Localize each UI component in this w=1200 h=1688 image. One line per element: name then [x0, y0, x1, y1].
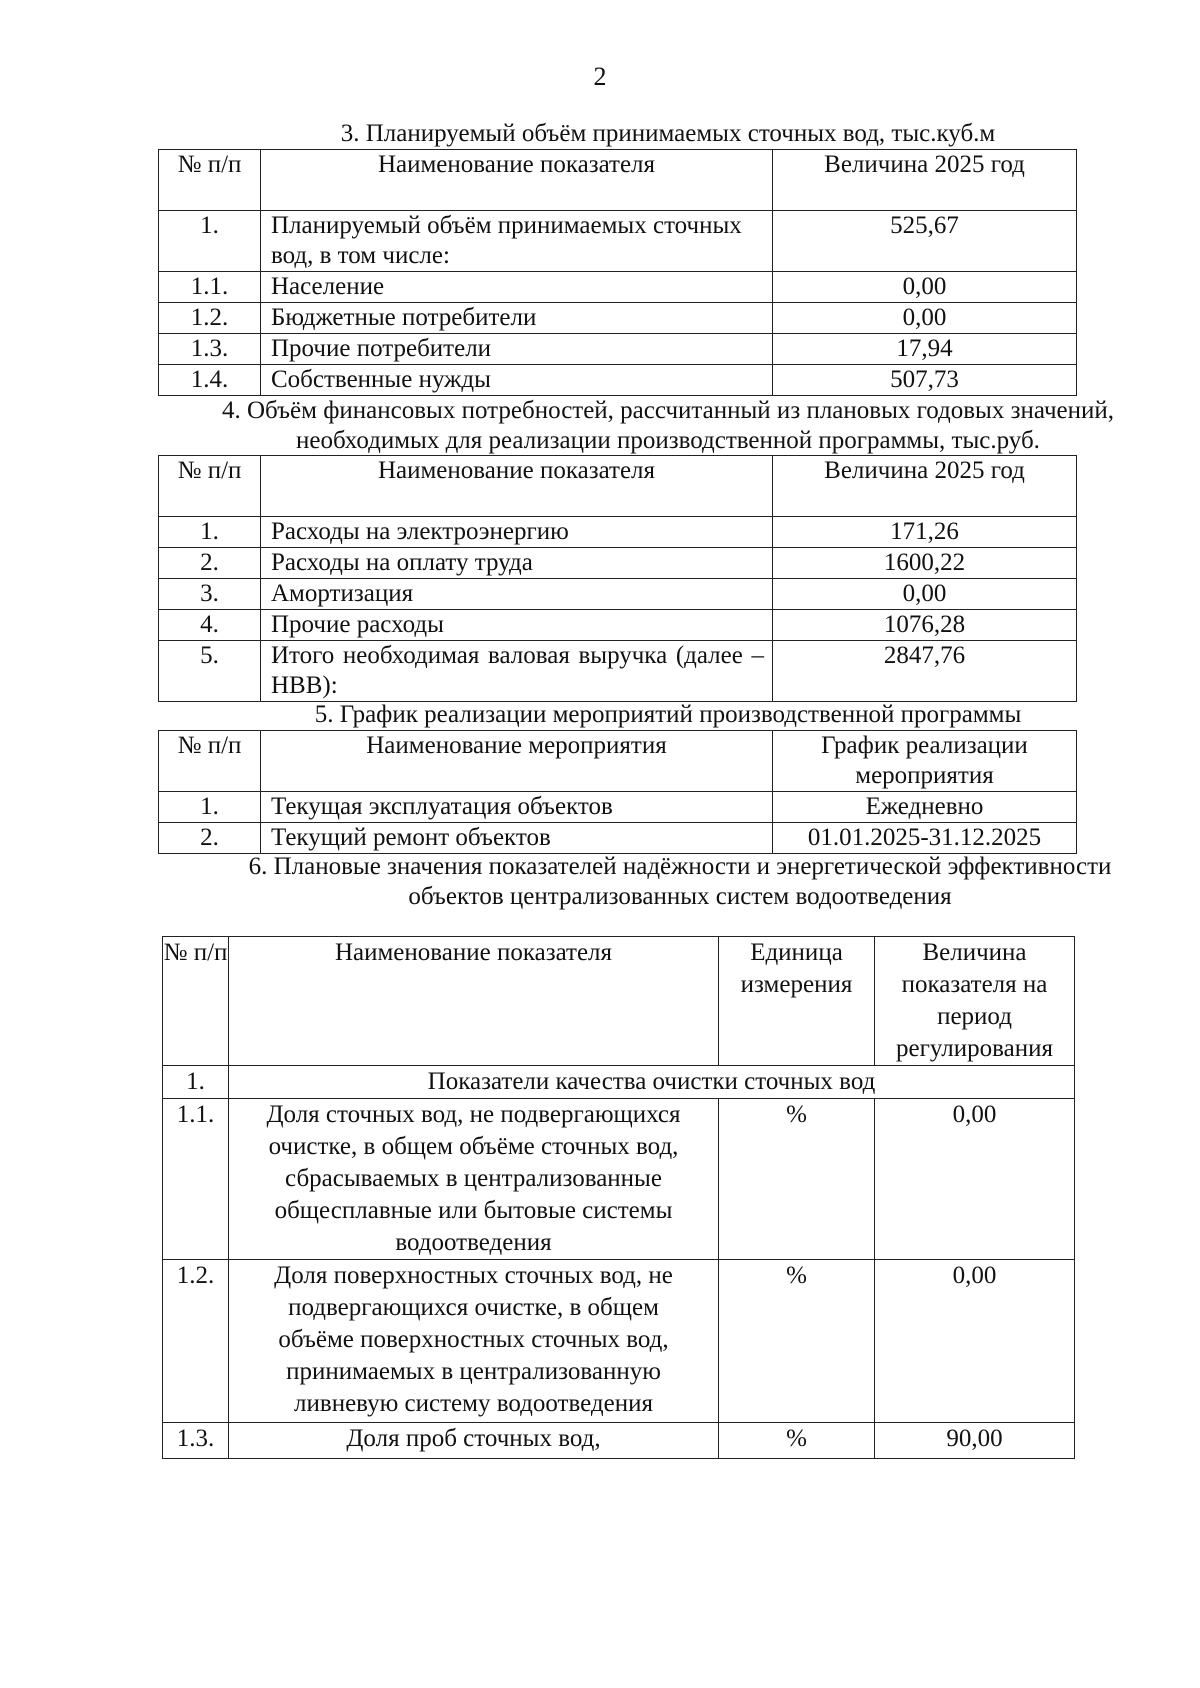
- section-4-title: 4. Объём финансовых потребностей, рассчитанный из плановых годовых значений, необходимых для реализации производственной программы, тыс.руб.: [221, 397, 1115, 454]
- row-name: Население: [261, 272, 773, 303]
- row-name: Бюджетные потребители: [261, 303, 773, 334]
- row-value: 1076,28: [773, 610, 1077, 641]
- table-row: [159, 303, 1077, 334]
- row-num: 1.1.: [163, 1099, 229, 1260]
- row-unit: %: [719, 1423, 875, 1459]
- section-6-title: 6. Плановые значения показателей надёжности и энергетической эффективности объектов централизованных систем водоотведения: [248, 853, 1112, 910]
- section-3-title: 3. Планируемый объём принимаемых сточных вод, тыс.куб.м: [340, 120, 996, 147]
- row-value: 171,26: [773, 517, 1077, 548]
- indicators-table: [162, 936, 1075, 1459]
- table-header-row: [159, 731, 1077, 792]
- header-name: Наименование показателя: [229, 937, 719, 1066]
- header-value: Величина показателя на период регулирования: [875, 937, 1075, 1066]
- row-value: Ежедневно: [773, 792, 1077, 823]
- row-value: 0,00: [875, 1099, 1075, 1260]
- table-row: [159, 334, 1077, 365]
- row-value: 01.01.2025-31.12.2025: [773, 823, 1077, 854]
- row-name: Собственные нужды: [261, 365, 773, 396]
- table-header-row: [159, 150, 1077, 211]
- table-row: [159, 365, 1077, 396]
- row-unit: %: [719, 1099, 875, 1260]
- row-value: 0,00: [773, 272, 1077, 303]
- row-name: Текущая эксплуатация объектов: [261, 792, 773, 823]
- table-row: [159, 272, 1077, 303]
- header-name: Наименование показателя: [261, 456, 773, 517]
- table-row: [163, 1260, 1075, 1423]
- header-unit: Единица измерения: [719, 937, 875, 1066]
- row-name: Расходы на электроэнергию: [261, 517, 773, 548]
- row-name: Прочие потребители: [261, 334, 773, 365]
- row-name: Доля проб сточных вод,: [229, 1423, 719, 1459]
- table-row: [163, 1099, 1075, 1260]
- row-value: 525,67: [773, 211, 1077, 272]
- row-value: 0,00: [875, 1260, 1075, 1423]
- row-num: 1.3.: [159, 334, 261, 365]
- header-name: Наименование мероприятия: [261, 731, 773, 792]
- row-num: 1.: [159, 517, 261, 548]
- header-value: Величина 2025 год: [773, 456, 1077, 517]
- table-row: [159, 579, 1077, 610]
- table-row: [159, 792, 1077, 823]
- row-num: 2.: [159, 548, 261, 579]
- table-row: [159, 517, 1077, 548]
- volume-table: [158, 149, 1077, 396]
- header-num: № п/п: [159, 150, 261, 211]
- row-name: Прочие расходы: [261, 610, 773, 641]
- row-value: 17,94: [773, 334, 1077, 365]
- table-row: [159, 211, 1077, 272]
- table-row: [159, 823, 1077, 854]
- row-num: 3.: [159, 579, 261, 610]
- header-num: № п/п: [159, 456, 261, 517]
- row-value: 0,00: [773, 303, 1077, 334]
- row-value: 0,00: [773, 579, 1077, 610]
- row-num: 1.1.: [159, 272, 261, 303]
- table-row: [159, 610, 1077, 641]
- header-num: № п/п: [159, 731, 261, 792]
- row-name: Итого необходимая валовая выручка (далее – НВВ):: [261, 641, 773, 702]
- row-num: 5.: [159, 641, 261, 702]
- row-name: Амортизация: [261, 579, 773, 610]
- row-num: 1.: [159, 792, 261, 823]
- header-value: График реализации мероприятия: [773, 731, 1077, 792]
- table-row: [159, 641, 1077, 702]
- header-value: Величина 2025 год: [773, 150, 1077, 211]
- row-num: 1.2.: [163, 1260, 229, 1423]
- row-num: 1.2.: [159, 303, 261, 334]
- row-num: 4.: [159, 610, 261, 641]
- row-value: 2847,76: [773, 641, 1077, 702]
- row-name: Текущий ремонт объектов: [261, 823, 773, 854]
- row-name: Расходы на оплату труда: [261, 548, 773, 579]
- page-number: 2: [593, 62, 607, 91]
- row-value: 507,73: [773, 365, 1077, 396]
- group-num: 1.: [163, 1066, 229, 1099]
- group-name: Показатели качества очистки сточных вод: [229, 1066, 1075, 1099]
- row-name: Планируемый объём принимаемых сточных вод, в том числе:: [261, 211, 773, 272]
- row-value: 90,00: [875, 1423, 1075, 1459]
- table-header-row: [159, 456, 1077, 517]
- table-row: [163, 1423, 1075, 1459]
- row-name: Доля поверхностных сточных вод, не подвергающихся очистке, в общем объёме поверхностных сточных вод, принимаемых в централизованную ливневую систему водоотведения: [229, 1260, 719, 1423]
- schedule-table: [158, 730, 1077, 854]
- row-value: 1600,22: [773, 548, 1077, 579]
- row-num: 1.4.: [159, 365, 261, 396]
- row-num: 1.: [159, 211, 261, 272]
- group-row: [163, 1066, 1075, 1099]
- table-header-row: [163, 937, 1075, 1066]
- row-name: Доля сточных вод, не подвергающихся очистке, в общем объёме сточных вод, сбрасываемых в централизованные общесплавные или бытовые системы водоотведения: [229, 1099, 719, 1260]
- section-5-title: 5. График реализации мероприятий производственной программы: [314, 701, 1022, 728]
- row-num: 1.3.: [163, 1423, 229, 1459]
- header-num: № п/п: [163, 937, 229, 1066]
- row-unit: %: [719, 1260, 875, 1423]
- row-num: 2.: [159, 823, 261, 854]
- finance-table: [158, 455, 1077, 702]
- table-row: [159, 548, 1077, 579]
- header-name: Наименование показателя: [261, 150, 773, 211]
